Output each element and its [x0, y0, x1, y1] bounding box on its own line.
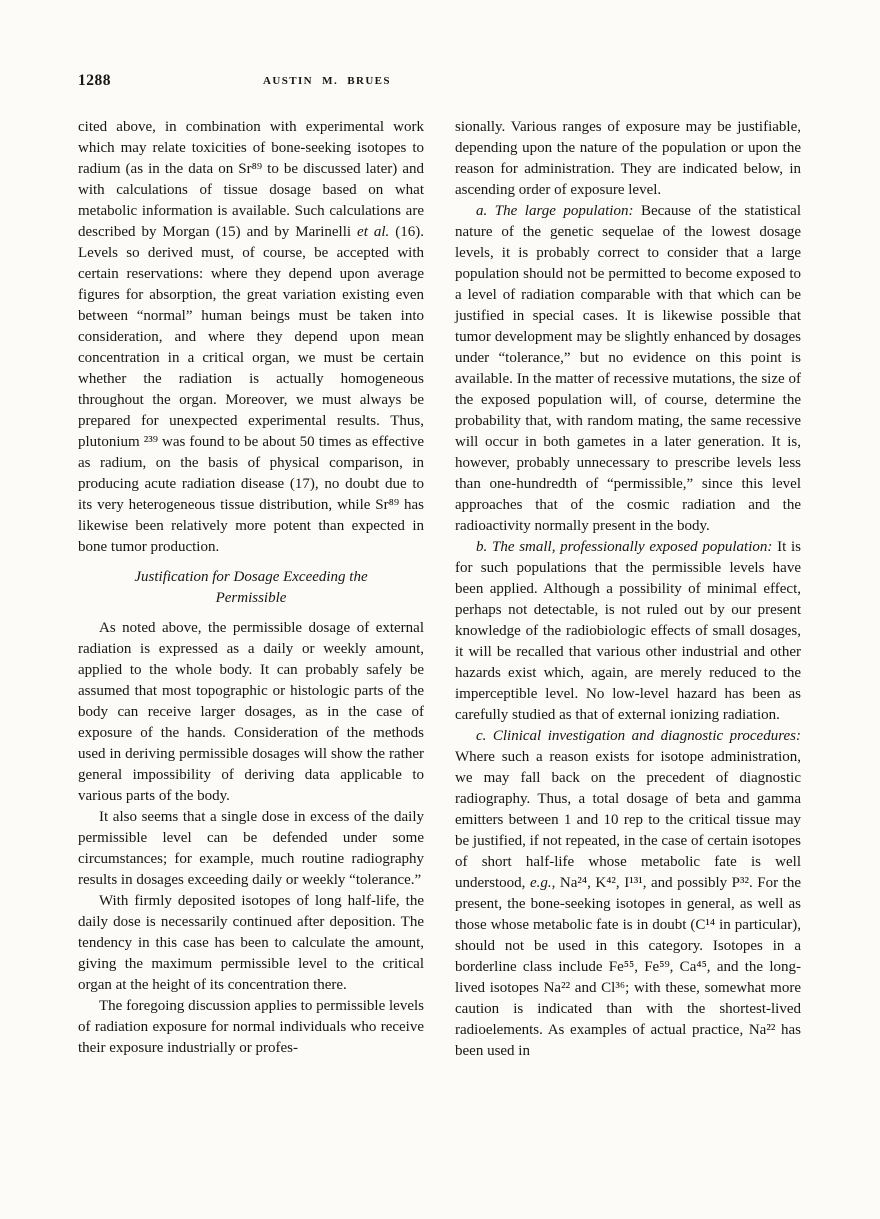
paragraph: The foregoing discussion applies to permissible levels of radiation exposure for normal individuals who receive their exposure industrially or profes-: [78, 998, 424, 1056]
paragraph: With firmly deposited isotopes of long half-life, the daily dose is necessarily continued after deposition. The tendency in this case has been to calculate the amount, giving the maximum permissible level to the critical organ at the height of its concentration there.: [78, 893, 424, 993]
paragraph: c. Clinical investigation and diagnostic procedures: Where such a reason exists for isotope administration, we may fall back on the precedent of diagnostic radiography. Thus, a total dosage of beta and gamma emitters between 1 and 10 rep to the critical tissue may be justified, if not repeated, in the case of certain isotopes of short half-life whose metabolic fate is well understood, e.g., Na²⁴, K⁴², I¹³¹, and possibly P³². For the present, the bone-seeking isotopes in general, as well as those whose metabolic fate is in doubt (C¹⁴ in particular), should not be used in this category. Isotopes in a borderline class include Fe⁵⁵, Fe⁵⁹, Ca⁴⁵, and the long-lived isotopes Na²² and Cl³⁶; with these, somewhat more caution is indicated than with the shortest-lived radioelements. As examples of actual practice, Na²² has been used in: [455, 728, 801, 1059]
section-heading-line: Permissible: [215, 590, 287, 606]
running-head: AUSTIN M. BRUES: [263, 75, 391, 87]
page-header: [78, 72, 802, 94]
paragraph: As noted above, the permissible dosage of external radiation is expressed as a daily or weekly amount, applied to the whole body. It can probably safely be assumed that most topographic or histologic parts of the body can receive larger dosages, as in the case of exposure of the hands. Consideration of the methods used in deriving permissible dosages will show the rather general impossibility of deriving data applicable to various parts of the body.: [78, 620, 424, 804]
paragraph: It also seems that a single dose in excess of the daily permissible level can be defended under some circumstances; for example, much routine radiography results in dosages exceeding daily or weekly “tolerance.”: [78, 809, 424, 888]
right-column: [455, 117, 801, 1062]
section-heading-line: Justification for Dosage Exceeding the: [134, 569, 368, 585]
two-column-text-block: [78, 117, 802, 1062]
paragraph: sionally. Various ranges of exposure may be justifiable, depending upon the nature of the population or upon the reason for administration. They are indicated below, in ascending order of exposure level.: [455, 119, 801, 198]
section-heading: [78, 567, 424, 609]
paragraph: b. The small, professionally exposed population: It is for such populations that the permissible levels have been applied. Although a possibility of minimal effect, perhaps not detectable, is not ruled out by our present knowledge of the radiobiologic effects of small dosages, it will be recalled that various other industrial and other hazards exist which, again, are merely reduced to the imperceptible level. No low-level hazard has been as carefully studied as that of external ionizing radiation.: [455, 539, 801, 723]
page-number: 1288: [78, 72, 111, 89]
paragraph: cited above, in combination with experimental work which may relate toxicities of bone-seeking isotopes to radium (as in the data on Sr⁸⁹ to be discussed later) and with calculations of tissue dosage based on what metabolic information is available. Such calculations are described by Morgan (15) and by Marinelli et al. (16). Levels so derived must, of course, be accepted with certain reservations: where they depend upon average figures for absorption, the great variation existing even between “normal” human beings must be taken into consideration, and where they depend upon mean concentration in a critical organ, we must be certain whether the radiation is actually homogeneous throughout the organ. Moreover, we must always be prepared for unexpected experimental results. Thus, plutonium ²³⁹ was found to be about 50 times as effective as radium, on the basis of physical comparison, in producing acute radiation disease (17), no doubt due to its very heterogeneous tissue distribution, while Sr⁸⁹ has likewise been relatively more potent than expected in bone tumor production.: [78, 119, 424, 555]
paragraph: a. The large population: Because of the statistical nature of the genetic sequelae of the lowest dosage levels, it is probably correct to consider that a large population should not be permitted to become exposed to a level of radiation comparable with that which can be justified in special cases. It is likewise possible that tumor development may be slightly enhanced by dosages under “tolerance,” but no evidence on this point is available. In the matter of recessive mutations, the size of the exposed population will, of course, determine the probability that, with random mating, the same recessive will occur in both gametes in a later generation. It is, however, probably unnecessary to prescribe levels less than one-hundredth of “permissible,” since this level approaches that of the cosmic radiation and the radioactivity normally present in the body.: [455, 203, 801, 534]
left-column: [78, 117, 424, 1062]
